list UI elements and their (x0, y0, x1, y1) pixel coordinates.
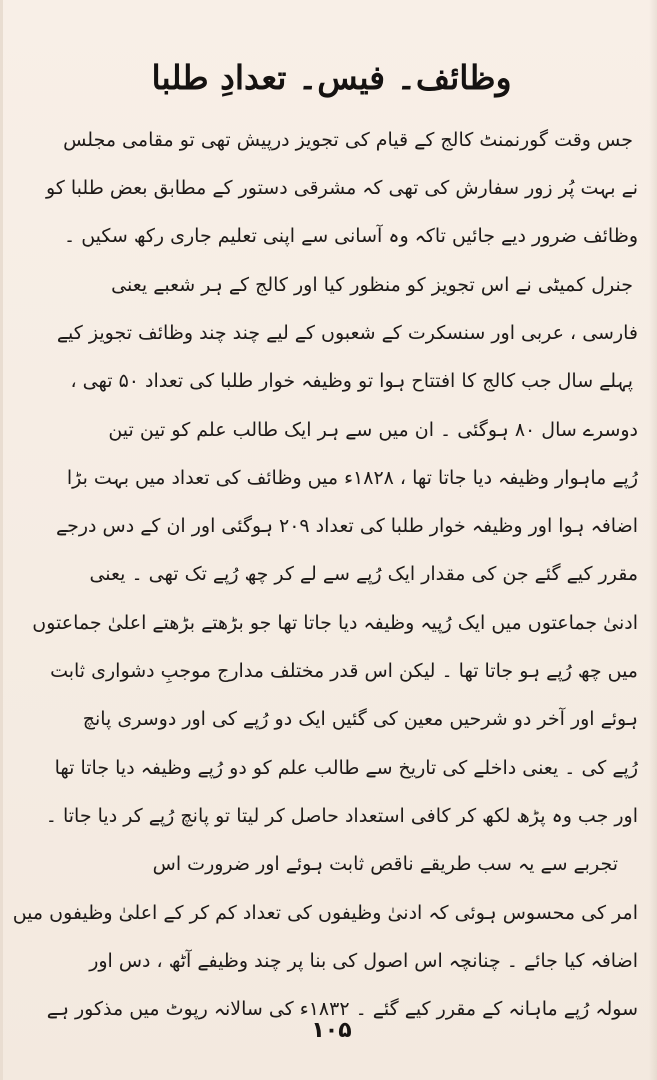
text-line: وظائف ضرور دیے جائیں تاکہ وہ آسانی سے اپنی تعلیم جاری رکھ سکیں ۔ (64, 225, 638, 247)
text-line: میں چھ رُپے ہو جاتا تھا ۔ لیکن اس قدر مختلف مدارج موجبِ دشواری ثابت (50, 660, 638, 682)
text-line: جنرل کمیٹی نے اس تجویز کو منظور کیا اور کالج کے ہر شعبے یعنی (111, 274, 633, 296)
chapter-title: وظائف۔ فیس۔ تعدادِ طلبا (151, 58, 512, 97)
text-line: اضافہ ہوا اور وظیفہ خوار طلبا کی تعداد ۲۰۹ ہوگئی اور ان کے دس درجے (55, 515, 638, 537)
text-line: اور جب وہ پڑھ لکھ کر کافی استعداد حاصل کر لیتا تو پانچ رُپے کر دیا جاتا ۔ (45, 805, 638, 827)
text-line: پہلے سال جب کالج کا افتتاح ہوا تو وظیفہ خوار طلبا کی تعداد ۵۰ تھی ، (70, 370, 633, 392)
text-line: امر کی محسوس ہوئی کہ ادنیٰ وظیفوں کی تعداد کم کر کے اعلیٰ وظیفوں میں (12, 902, 638, 924)
text-line: جس وقت گورنمنٹ کالج کے قیام کی تجویز درپیش تھی تو مقامی مجلس (63, 129, 633, 151)
body-text (3, 0, 657, 1080)
text-line: تجربے سے یہ سب طریقے ناقص ثابت ہوئے اور ضرورت اس (152, 853, 618, 875)
text-line: رُپے ماہوار وظیفہ دیا جاتا تھا ، ۱۸۲۸ء میں وظائف کی تعداد میں بہت بڑا (66, 467, 638, 489)
text-line: ہوئے اور آخر دو شرحیں معین کی گئیں ایک دو رُپے کی اور دوسری پانچ (82, 708, 638, 730)
text-line: سولہ رُپے ماہانہ کے مقرر کیے گئے ۔ ۱۸۳۲ء کی سالانہ رپوٹ میں مذکور ہے (46, 998, 638, 1020)
page-number: ۱۰۵ (311, 1018, 352, 1043)
text-line: نے بہت پُر زور سفارش کی تھی کہ مشرقی دستور کے مطابق بعض طلبا کو (45, 177, 638, 199)
text-line: دوسرے سال ۸۰ ہوگئی ۔ ان میں سے ہر ایک طالب علم کو تین تین (108, 419, 638, 441)
text-line: رُپے کی ۔ یعنی داخلے کی تاریخ سے طالب علم کو دو رُپے وظیفہ دیا جاتا تھا (54, 757, 638, 779)
text-line: اضافہ کیا جائے ۔ چنانچہ اس اصول کی بنا پر چند وظیفے آٹھ ، دس اور (89, 950, 638, 972)
text-line: ادنیٰ جماعتوں میں ایک رُپیہ وظیفہ دیا جاتا تھا جو بڑھتے بڑھتے اعلیٰ جماعتوں (32, 612, 638, 634)
page-edge-shadow (649, 0, 657, 1080)
text-line: مقرر کیے گئے جن کی مقدار ایک رُپے سے لے کر چھ رُپے تک تھی ۔ یعنی (89, 563, 638, 585)
text-line: فارسی ، عربی اور سنسکرت کے شعبوں کے لیے چند چند وظائف تجویز کیے (56, 322, 638, 344)
